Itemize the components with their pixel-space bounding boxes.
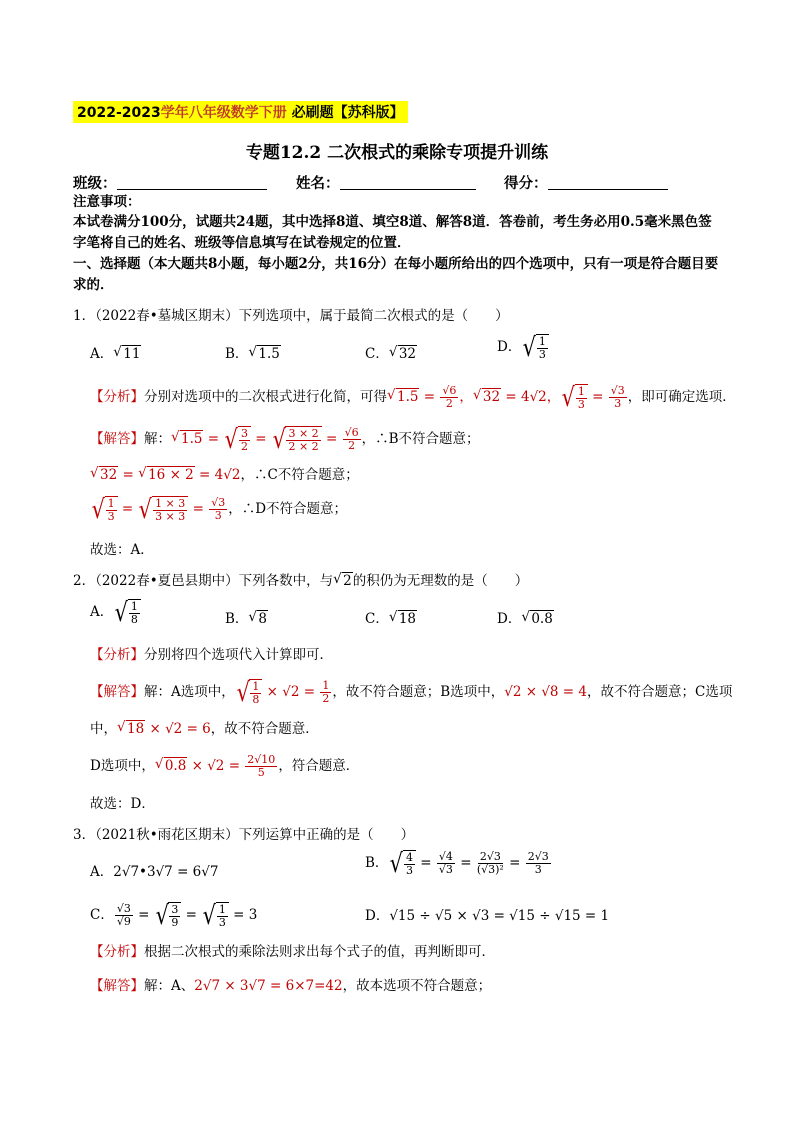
q1-option-a: A．√ 11: [90, 342, 141, 362]
q2-solution-line-2: 中，√ 18 × √2 = 6，故不符合题意．: [90, 717, 319, 737]
name-field: 姓名：: [296, 172, 476, 193]
notes-body: 本试卷满分100分，试题共24题，其中选择8道、填空8道、解答8道．答卷前，考生务必用0.5毫米黑色签字笔将自己的姓名、班级等信息填写在试卷规定的位置．: [73, 214, 712, 251]
question-2-stem: 2．（2022春•夏邑县期中）下列各数中，与√ 2的积仍为无理数的是（ ）: [73, 569, 528, 589]
q3-analysis: 【分析】根据二次根式的乘除法则求出每个式子的值，再判断即可．: [90, 944, 495, 960]
q3-option-b: B． √ $\frac{4}{3}$ = $\frac{√4}{√3}$ = $\frac{2√3}{\text{(√3)²}}$ = $\frac{2√3}{3}$: [365, 848, 549, 879]
q3-option-d: D．√15 ÷ √5 × √3 = √15 ÷ √15 = 1: [365, 908, 610, 924]
class-field: 班级：: [73, 172, 267, 193]
notes-heading: 注意事项：: [73, 194, 141, 210]
q2-option-d: D．√ 0.8: [497, 607, 554, 627]
header-banner: 2022-2023学年八年级数学下册 必刷题【苏科版】: [73, 101, 408, 123]
q1-solution-line-2: √ 32 = √ 16 × 2 = 4√2，∴C不符合题意；: [90, 463, 359, 483]
q1-solution-line-3: √ $\frac{1}{3}$ = √ $\frac{1 \times 3}{3 \times 3}$ = $\frac{√3}{3}$ ，∴D不符合题意；: [91, 494, 348, 525]
q2-option-a: A． √ $\frac{1}{8}$: [90, 599, 141, 626]
question-3-stem: 3．（2021秋•雨花区期末）下列运算中正确的是（ ）: [73, 827, 415, 843]
question-1-stem: 1．（2022春•墓城区期末）下列选项中，属于最简二次根式的是（ ）: [73, 308, 509, 324]
q2-analysis: 【分析】分别将四个选项代入计算即可．: [90, 647, 333, 663]
page-title: 专题12.2 二次根式的乘除专项提升训练: [245, 143, 549, 163]
q3-solution-line-1: 【解答】解：A、2√7 × 3√7 = 6×7=42，故本选项不符合题意；: [90, 978, 492, 994]
q2-answer: 故选：D．: [90, 796, 155, 812]
q2-solution-line-3: D选项中，√ 0.8 × √2 = $\frac{2√10}{5}$ ，符合题意．: [90, 754, 359, 779]
section-heading: 一、选择题（本大题共8小题，每小题2分，共16分）在每小题所给出的四个选项中，只有一项是符合题目要求的．: [73, 256, 719, 293]
q3-option-a: A．2√7•3√7 = 6√7: [90, 864, 219, 880]
q2-option-c: C．√ 18: [365, 607, 417, 627]
q1-analysis: 【分析】分别对选项中的二次根式进行化简，可得√ 1.5 = $\frac{√6}{2}$ ，√ 32 = 4√2， √ $\frac{1}{3}$ = $\frac{√3}{3}$ ，即可确定选项．: [90, 384, 736, 411]
q1-option-b: B．√ 1.5: [225, 342, 281, 362]
q2-solution-line-1: 【解答】解：A选项中， √ $\frac{1}{8}$ × √2 = $\frac{1}{2}$ ，故不符合题意；B选项中，√2 × √8 = 4，故不符合题意；C选项: [90, 677, 733, 708]
q1-option-c: C．√ 32: [365, 342, 417, 362]
q1-answer: 故选：A．: [90, 542, 154, 558]
score-field: 得分：: [504, 172, 668, 193]
q1-solution-line-1: 【解答】解：√ 1.5 = √ $\frac{3}{2}$ = √ $\frac{3 \times 2}{2 \times 2}$ = $\frac{√6}{2}$ ，∴B不符合题意；: [90, 426, 480, 453]
q2-option-b: B．√ 8: [225, 607, 268, 627]
q3-option-c: C． $\frac{√3}{√9}$ = √ $\frac{3}{9}$ = √ $\frac{1}{3}$ = 3: [90, 900, 258, 931]
q1-option-d: D． √ $\frac{1}{3}$: [497, 334, 549, 361]
